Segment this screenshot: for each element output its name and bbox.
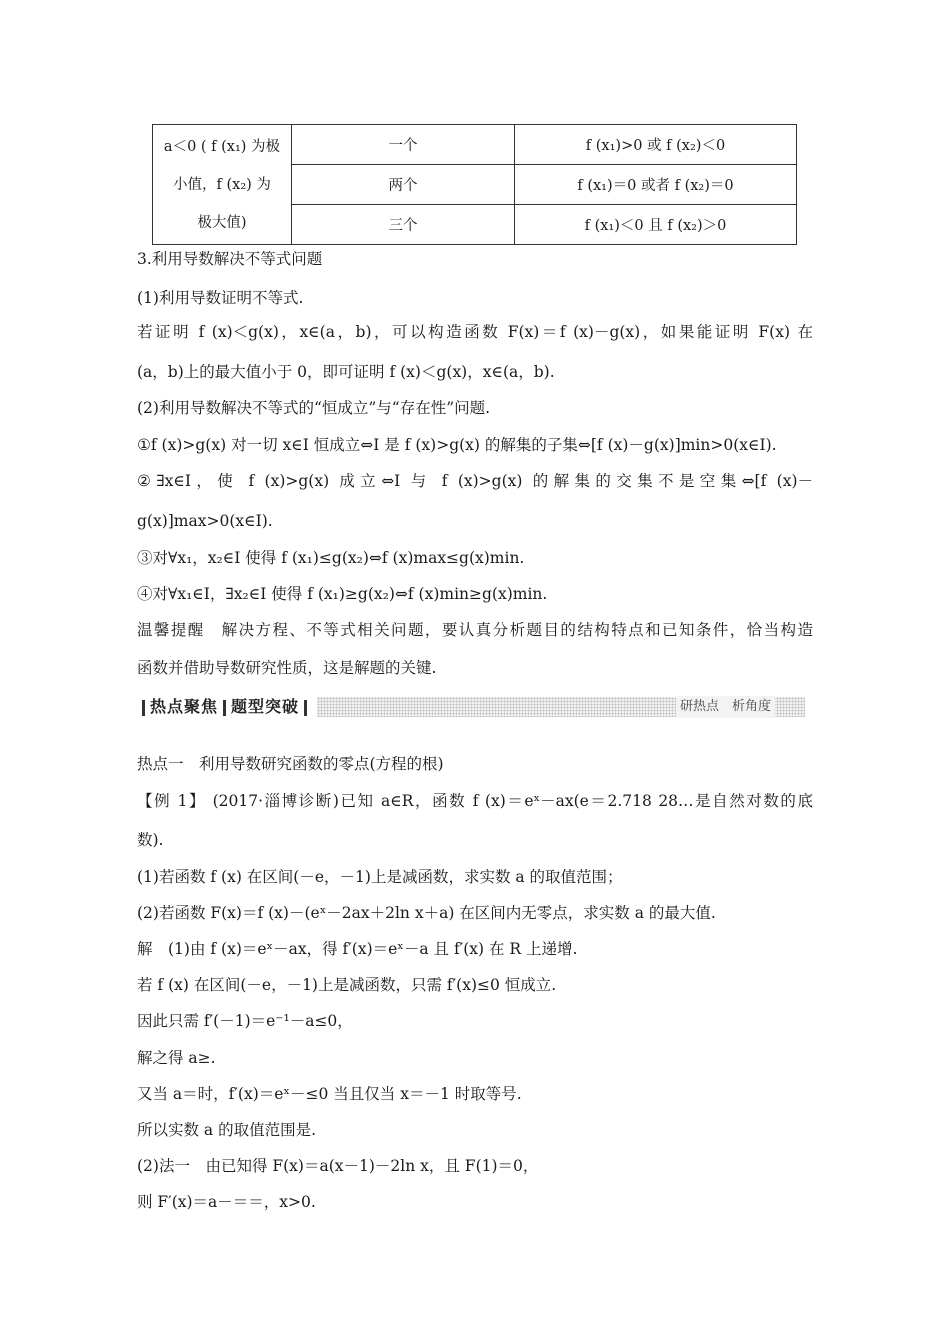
text-line: ④对∀x₁∈I，∃x₂∈I 使得 f (x₁)≥g(x₂)⇔f (x)min≥g(x)min.	[137, 585, 548, 603]
text-line: 温馨提醒 解决方程、不等式相关问题，要认真分析题目的结构特点和已知条件，恰当构造	[137, 621, 813, 639]
hotspot-heading: 热点一 利用导数研究函数的零点(方程的根)	[137, 755, 444, 773]
banner-divider	[304, 700, 307, 716]
text-line: 数).	[137, 831, 164, 849]
text-line: 函数并借助导数研究性质，这是解题的关键.	[137, 659, 437, 677]
roots-cases-table	[152, 124, 797, 245]
table-cell-condition: f (x₁)＝0 或者 f (x₂)＝0	[515, 164, 797, 204]
table-cell-count: 一个	[292, 125, 515, 165]
row-header-line: 极大值)	[197, 214, 247, 231]
banner-title	[137, 696, 312, 718]
table-cell-condition: f (x₁)＜0 且 f (x₂)＞0	[515, 204, 797, 244]
text-line: (1)利用导数证明不等式.	[137, 289, 304, 307]
table-cell-count: 两个	[292, 164, 515, 204]
section-heading: 3.利用导数解决不等式问题	[137, 250, 323, 268]
text-line: ②∃x∈I，使 f (x)>g(x) 成立⇔I 与 f (x)>g(x) 的解集的交集不是空集⇔[f (x)－	[137, 472, 813, 490]
text-line: (1)若函数 f (x) 在区间(－e，－1)上是减函数，求实数 a 的取值范围；	[137, 868, 623, 886]
text-line: (2)法一 由已知得 F(x)＝a(x－1)－2ln x，且 F(1)＝0，	[137, 1157, 539, 1175]
table-cell-count: 三个	[292, 204, 515, 244]
text-line: g(x)]max>0(x∈I).	[137, 512, 273, 530]
text-line: 则 F′(x)＝a－＝＝，x>0.	[137, 1193, 316, 1211]
banner-title-b: 题型突破	[231, 697, 300, 716]
text-line: (2)利用导数解决不等式的“恒成立”与“存在性”问题.	[137, 399, 491, 417]
text-line: ③对∀x₁，x₂∈I 使得 f (x₁)≤g(x₂)⇔f (x)max≤g(x)min.	[137, 549, 525, 567]
text-line: 解之得 a≥.	[137, 1049, 216, 1067]
row-header-line: a＜0 ( f (x₁) 为极	[163, 138, 281, 155]
banner-divider	[223, 700, 226, 716]
text-line: 所以实数 a 的取值范围是.	[137, 1121, 317, 1139]
section-banner	[137, 696, 805, 718]
banner-divider	[142, 700, 145, 716]
text-line: (2)若函数 F(x)＝f (x)－(eˣ－2ax＋2ln x＋a) 在区间内无零点，求实数 a 的最大值.	[137, 904, 716, 922]
text-line: 解 (1)由 f (x)＝eˣ－ax，得 f′(x)＝eˣ－a 且 f′(x) 在 R 上递增.	[137, 940, 578, 958]
text-line: 又当 a＝时，f′(x)＝eˣ－≤0 当且仅当 x＝－1 时取等号.	[137, 1085, 522, 1103]
text-line: ①f (x)>g(x) 对一切 x∈I 恒成立⇔I 是 f (x)>g(x) 的解集的子集⇔[f (x)－g(x)]min>0(x∈I).	[137, 436, 777, 454]
table-row	[153, 125, 797, 165]
banner-title-a: 热点聚焦	[150, 697, 219, 716]
table-row-header	[153, 125, 292, 245]
example-statement: 【例 1】 (2017·淄博诊断)已知 a∈R，函数 f (x)＝eˣ－ax(e＝2.718 28…是自然对数的底	[137, 792, 813, 810]
text-line: 若证明 f (x)＜g(x)，x∈(a，b)，可以构造函数 F(x)＝f (x)－g(x)，如果能证明 F(x) 在	[137, 323, 813, 341]
text-line: 若 f (x) 在区间(－e，－1)上是减函数，只需 f′(x)≤0 恒成立.	[137, 976, 557, 994]
text-line: (a，b)上的最大值小于 0，即可证明 f (x)＜g(x)，x∈(a，b).	[137, 363, 555, 381]
banner-subtitle: 研热点 析角度	[676, 696, 775, 718]
text-line: 因此只需 f′(－1)＝e⁻¹－a≤0，	[137, 1012, 353, 1030]
table-cell-condition: f (x₁)>0 或 f (x₂)＜0	[515, 125, 797, 165]
row-header-line: 小值，f (x₂) 为	[173, 176, 271, 193]
